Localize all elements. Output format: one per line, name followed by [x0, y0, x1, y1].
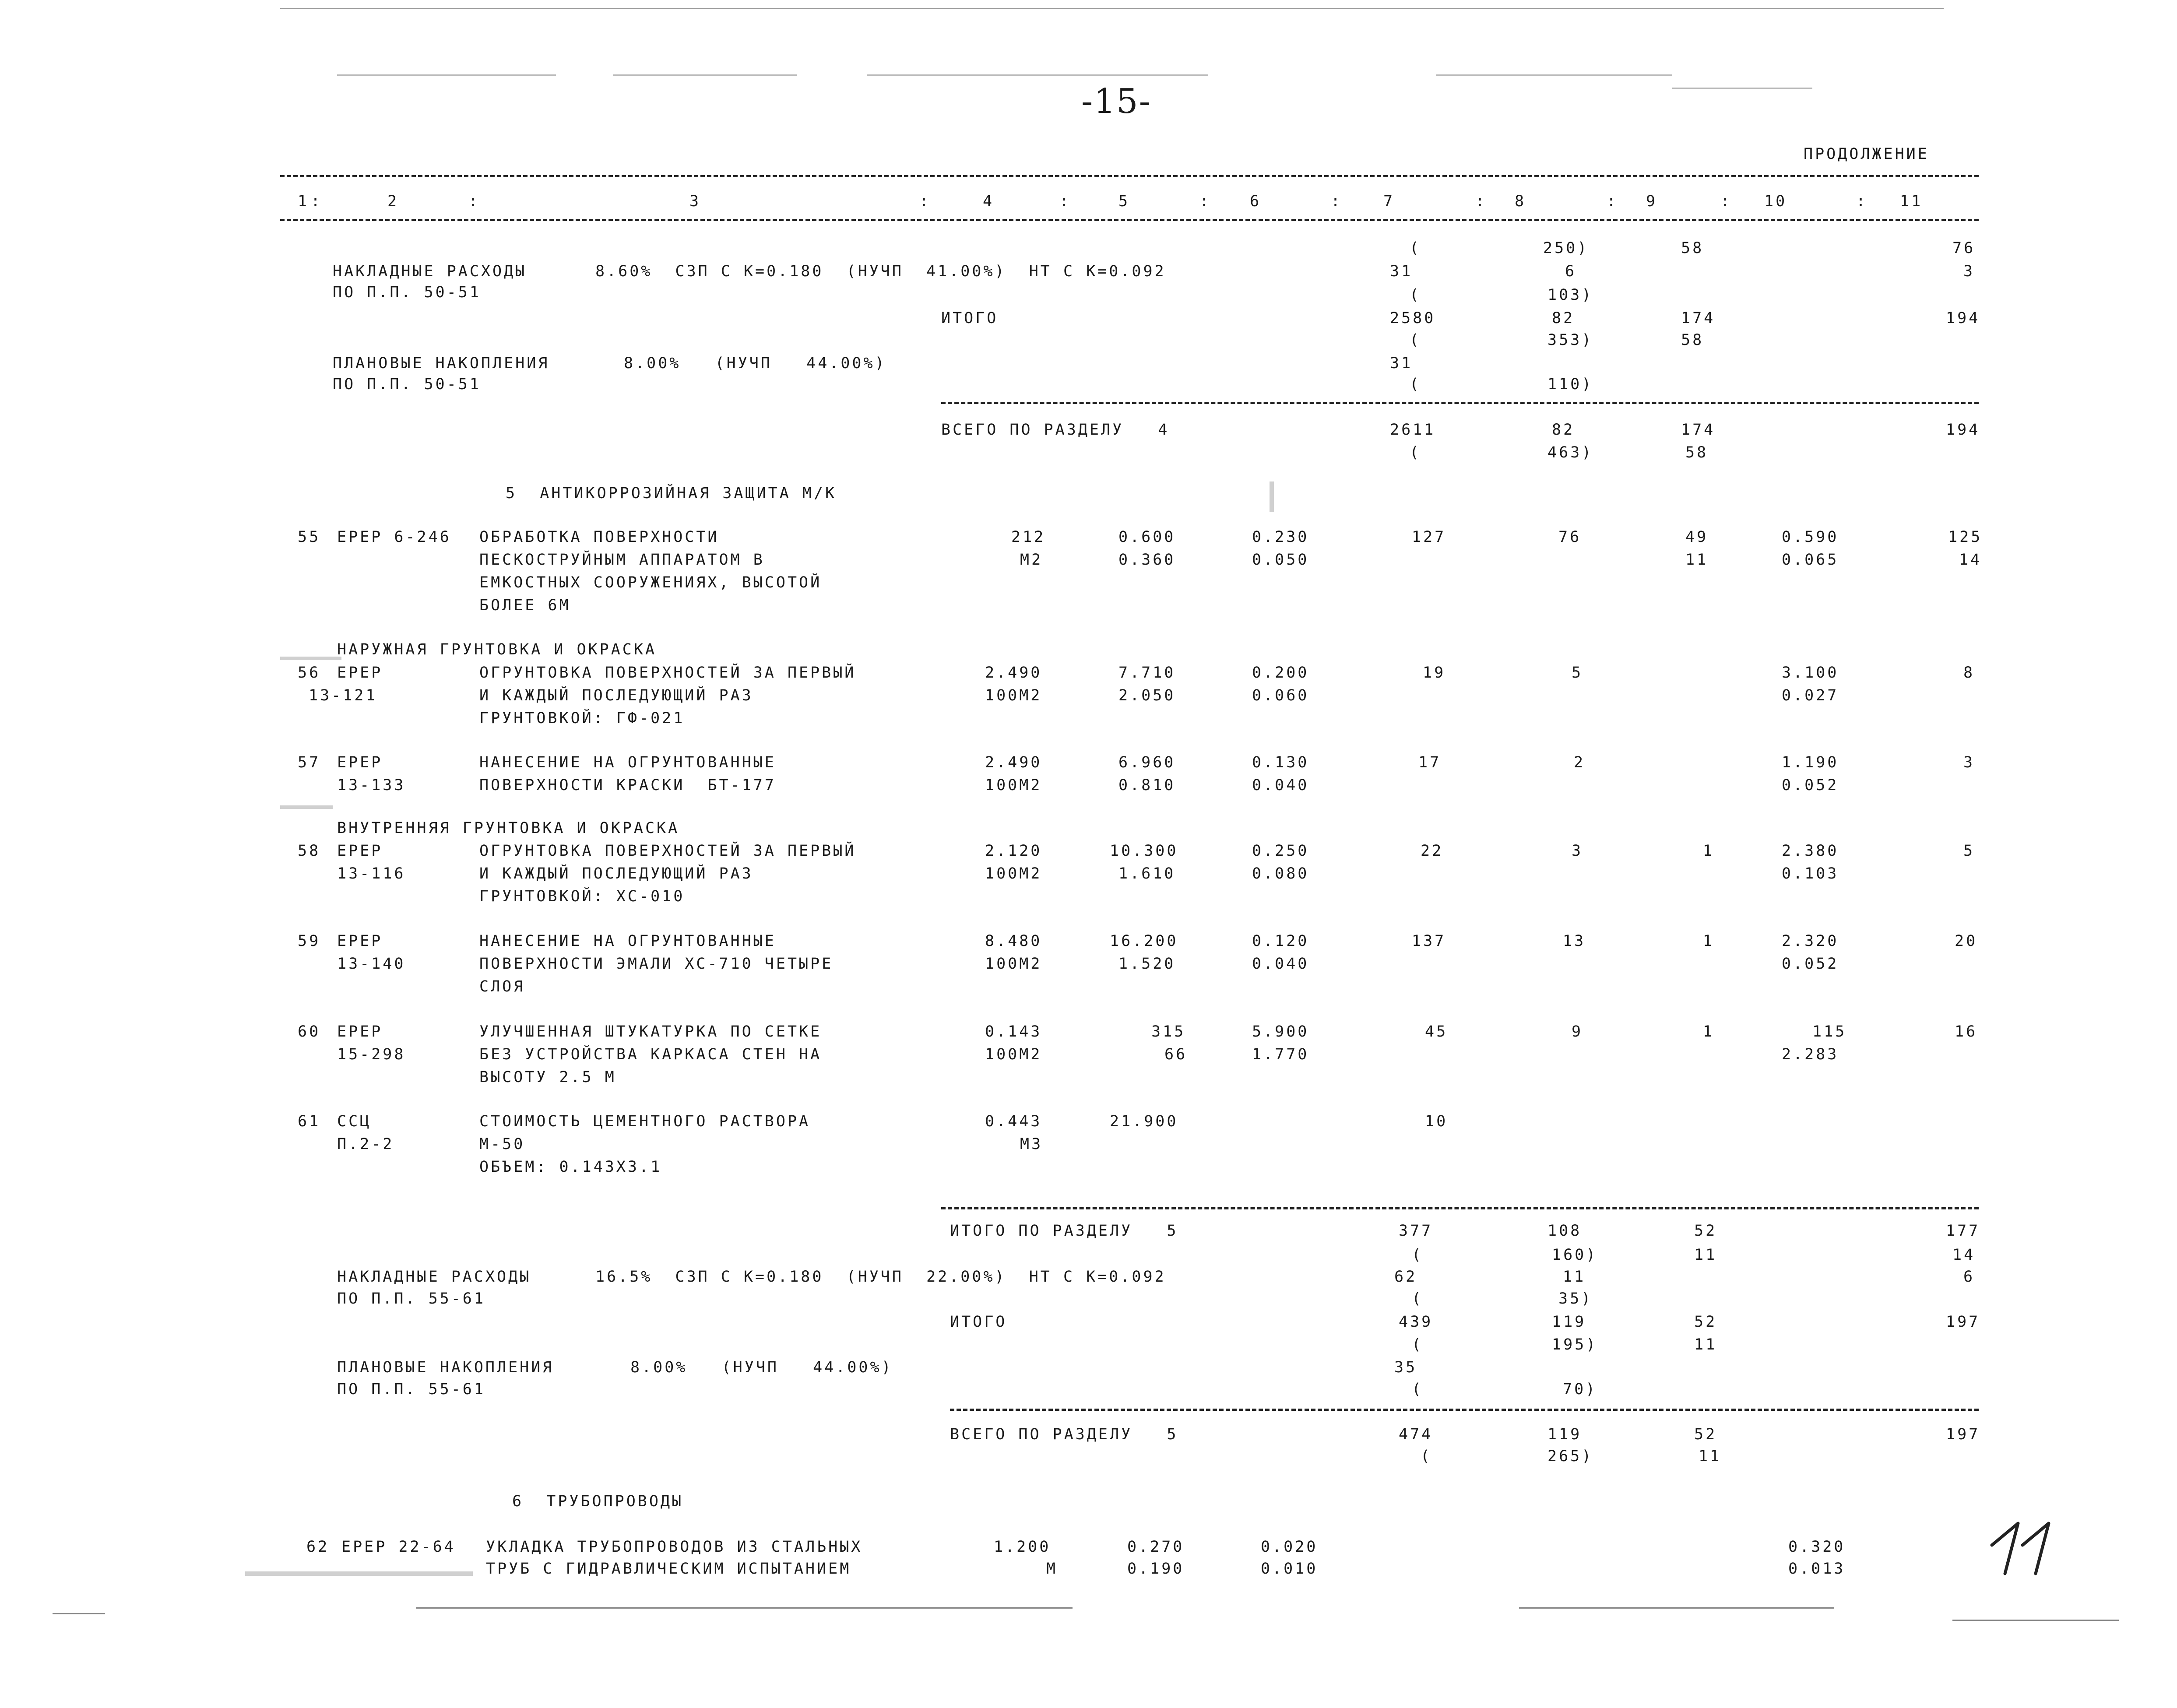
row-c6: 5.900 — [1252, 1023, 1309, 1040]
row-num: 62 — [306, 1538, 330, 1556]
row-desc: УКЛАДКА ТРУБОПРОВОДОВ ИЗ СТАЛЬНЫХ — [486, 1538, 863, 1556]
itogo-section-label: ИТОГО ПО РАЗДЕЛУ 5 — [950, 1222, 1178, 1240]
row-c9: 11 — [1685, 551, 1709, 569]
row-desc: НАНЕСЕНИЕ НА ОГРУНТОВАННЫЕ — [479, 932, 776, 950]
row-desc: СТОИМОСТЬ ЦЕМЕНТНОГО РАСТВОРА — [479, 1113, 811, 1130]
row-unit: М2 — [1020, 551, 1043, 569]
total-c9: 52 — [1694, 1426, 1717, 1443]
row-c6: 0.040 — [1252, 777, 1309, 794]
accum-ref: ПО П.П. 55-61 — [337, 1381, 485, 1398]
row-desc: НАНЕСЕНИЕ НА ОГРУНТОВАННЫЕ — [479, 754, 776, 771]
row-c6: 0.120 — [1252, 932, 1309, 950]
itogo-c8: 82 — [1552, 309, 1575, 327]
overhead-c8: 250) — [1543, 239, 1589, 257]
row-desc: М-50 — [479, 1135, 525, 1153]
row-c5: 0.190 — [1127, 1560, 1185, 1578]
total-c8: 463) — [1547, 444, 1593, 461]
itogo-c9: 174 — [1681, 309, 1716, 327]
accum-label: ПЛАНОВЫЕ НАКОПЛЕНИЯ — [333, 355, 550, 372]
row-c6: 0.130 — [1252, 754, 1309, 771]
row-desc: И КАЖДЫЙ ПОСЛЕДУЮЩИЙ РАЗ — [479, 687, 753, 704]
row-c11: 125 — [1948, 528, 1983, 546]
row-desc: ПОВЕРХНОСТИ КРАСКИ БТ-177 — [479, 777, 776, 794]
row-qty: 2.120 — [985, 842, 1042, 860]
row-unit: 100М2 — [985, 1046, 1042, 1063]
section-6-title: 6 ТРУБОПРОВОДЫ — [512, 1493, 684, 1510]
row-num: 59 — [298, 932, 321, 950]
row-c9: 1 — [1703, 1023, 1715, 1040]
row-code: ЕРЕР — [337, 754, 383, 771]
row-desc: СЛОЯ — [479, 978, 525, 995]
overhead-c9: 11 — [1694, 1246, 1717, 1264]
scan-noise — [1270, 481, 1274, 512]
itogo-section-c7: 377 — [1399, 1222, 1433, 1240]
overhead-c11: 6 — [1963, 1268, 1975, 1286]
row-c5: 0.270 — [1127, 1538, 1185, 1556]
row-c10: 0.065 — [1782, 551, 1839, 569]
row-c5: 1.520 — [1118, 955, 1176, 973]
scan-noise — [245, 1571, 473, 1576]
row-c8: 3 — [1572, 842, 1583, 860]
scan-line — [337, 74, 556, 76]
row-desc: ГРУНТОВКОЙ: ХС-010 — [479, 888, 685, 905]
row-c11: 5 — [1963, 842, 1975, 860]
row-desc: ПОВЕРХНОСТИ ЭМАЛИ ХС-710 ЧЕТЫРЕ — [479, 955, 834, 973]
col-header-3: 3 — [689, 193, 701, 210]
row-unit: 100М2 — [985, 865, 1042, 882]
row-c10: 2.283 — [1782, 1046, 1839, 1063]
row-code: П.2-2 — [337, 1135, 394, 1153]
row-desc: ТРУБ С ГИДРАВЛИЧЕСКИМ ИСПЫТАНИЕМ — [486, 1560, 851, 1578]
row-c10: 0.052 — [1782, 777, 1839, 794]
row-c6: 0.200 — [1252, 664, 1309, 682]
row-desc: ЕМКОСТНЫХ СООРУЖЕНИЯХ, ВЫСОТОЙ — [479, 574, 822, 591]
row-c10: 0.590 — [1782, 528, 1839, 546]
scan-line — [867, 74, 1208, 76]
row-c5: 21.900 — [1110, 1113, 1178, 1130]
row-code: ЕРЕР — [337, 1023, 383, 1040]
row-c6: 1.770 — [1252, 1046, 1309, 1063]
row-num: 61 — [298, 1113, 321, 1130]
overhead-rate: 16.5% СЗП С К=0.180 (НУЧП 22.00%) НТ С К=0.092 — [595, 1268, 1166, 1286]
row-num: 56 — [298, 664, 321, 682]
row-desc: ВЫСОТУ 2.5 М — [479, 1068, 616, 1086]
itogo-c8: 119 — [1552, 1313, 1586, 1331]
overhead-ref: ПО П.П. 55-61 — [337, 1290, 485, 1307]
row-num: 58 — [298, 842, 321, 860]
row-unit: 100М2 — [985, 687, 1042, 704]
scan-line — [1436, 74, 1672, 76]
col-header-9: 9 — [1646, 193, 1658, 210]
accum-c8: 70) — [1563, 1381, 1597, 1398]
accum-label: ПЛАНОВЫЕ НАКОПЛЕНИЯ — [337, 1359, 554, 1376]
row-num: 60 — [298, 1023, 321, 1040]
itogo-section-c11: 177 — [1946, 1222, 1980, 1240]
row-c9: 1 — [1703, 842, 1715, 860]
overhead-c9: 58 — [1681, 239, 1704, 257]
itogo-c7: 439 — [1399, 1313, 1433, 1331]
row-c10: 0.103 — [1782, 865, 1839, 882]
overhead-c7: ( — [1410, 239, 1421, 257]
col-header-6: 6 — [1250, 193, 1262, 210]
overhead-ref: ПО П.П. 50-51 — [333, 284, 481, 301]
row-group-heading: ВНУТРЕННЯЯ ГРУНТОВКА И ОКРАСКА — [337, 819, 680, 837]
accum-rate: 8.00% (НУЧП 44.00%) — [630, 1359, 893, 1376]
row-c5: 0.810 — [1118, 777, 1176, 794]
row-desc: УЛУЧШЕННАЯ ШТУКАТУРКА ПО СЕТКЕ — [479, 1023, 822, 1040]
total-c8: 265) — [1547, 1448, 1593, 1465]
row-c8: 13 — [1563, 932, 1586, 950]
row-c10: 115 — [1812, 1023, 1847, 1040]
total-c9: 11 — [1699, 1448, 1722, 1465]
row-c5: 0.600 — [1118, 528, 1176, 546]
accum-c7: ( — [1412, 1336, 1424, 1353]
row-qty: 212 — [1011, 528, 1046, 546]
continuation-label: ПРОДОЛЖЕНИЕ — [1804, 145, 1929, 163]
accum-rate: 8.00% (НУЧП 44.00%) — [624, 355, 886, 372]
total-label: ВСЕГО ПО РАЗДЕЛУ 4 — [941, 421, 1170, 439]
accum-c7: 31 — [1390, 355, 1413, 372]
itogo-section-c9: 52 — [1694, 1222, 1717, 1240]
row-group-heading: НАРУЖНАЯ ГРУНТОВКА И ОКРАСКА — [337, 641, 657, 658]
row-c8: 76 — [1558, 528, 1582, 546]
accum-c7: ( — [1412, 1381, 1424, 1398]
itogo-label: ИТОГО — [941, 309, 999, 327]
row-c5: 16.200 — [1110, 932, 1178, 950]
row-c7: 137 — [1412, 932, 1446, 950]
row-c5: 0.360 — [1118, 551, 1176, 569]
row-desc: ОГРУНТОВКА ПОВЕРХНОСТЕЙ ЗА ПЕРВЫЙ — [479, 842, 856, 860]
scan-line — [1672, 88, 1812, 89]
row-c6: 0.080 — [1252, 865, 1309, 882]
total-c8: 119 — [1547, 1426, 1582, 1443]
row-c8: 9 — [1572, 1023, 1583, 1040]
total-c9: 174 — [1681, 421, 1716, 439]
row-c10: 0.013 — [1788, 1560, 1846, 1578]
row-c10: 1.190 — [1782, 754, 1839, 771]
col-header-11: 11 — [1900, 193, 1923, 210]
row-code: 13-140 — [337, 955, 406, 973]
row-c6: 0.230 — [1252, 528, 1309, 546]
row-code: ЕРЕР — [337, 932, 383, 950]
row-c5: 1.610 — [1118, 865, 1176, 882]
row-c9: 1 — [1703, 932, 1715, 950]
row-c6: 0.020 — [1261, 1538, 1318, 1556]
row-c10: 0.052 — [1782, 955, 1839, 973]
row-desc: ОГРУНТОВКА ПОВЕРХНОСТЕЙ ЗА ПЕРВЫЙ — [479, 664, 856, 682]
row-c7: 45 — [1425, 1023, 1448, 1040]
overhead-c8: 11 — [1563, 1268, 1586, 1286]
row-c5: 7.710 — [1118, 664, 1176, 682]
col-header-2: 2 — [387, 193, 399, 210]
row-c5: 6.960 — [1118, 754, 1176, 771]
row-desc: ОБРАБОТКА ПОВЕРХНОСТИ — [479, 528, 719, 546]
row-c5: 66 — [1164, 1046, 1188, 1063]
overhead-c8: 6 — [1565, 263, 1577, 280]
row-desc: ПЕСКОСТРУЙНЫМ АППАРАТОМ В — [479, 551, 765, 569]
handwritten-sheet-number — [1987, 1519, 2066, 1580]
overhead-c7: 62 — [1394, 1268, 1417, 1286]
header-rule-top — [280, 175, 1979, 177]
row-c7: 17 — [1418, 754, 1442, 771]
col-header-4: 4 — [983, 193, 995, 210]
row-c7: 127 — [1412, 528, 1446, 546]
scan-line — [613, 74, 797, 76]
row-c11: 3 — [1963, 754, 1975, 771]
row-c6: 0.050 — [1252, 551, 1309, 569]
row-c6: 0.040 — [1252, 955, 1309, 973]
row-code: 15-298 — [337, 1046, 406, 1063]
row-qty: 0.443 — [985, 1113, 1042, 1130]
total-c11: 194 — [1946, 421, 1980, 439]
row-c5: 2.050 — [1118, 687, 1176, 704]
row-qty: 2.490 — [985, 754, 1042, 771]
accum-c7: 35 — [1394, 1359, 1417, 1376]
total-rule — [941, 402, 1979, 404]
accum-c8: 195) — [1552, 1336, 1598, 1353]
row-desc: И КАЖДЫЙ ПОСЛЕДУЮЩИЙ РАЗ — [479, 865, 753, 882]
scan-line — [416, 1607, 1073, 1609]
itogo-section-c8: 108 — [1547, 1222, 1582, 1240]
overhead-c11: 76 — [1952, 239, 1976, 257]
overhead-c11: 3 — [1963, 263, 1975, 280]
scan-line — [53, 1613, 105, 1614]
overhead-c11: 14 — [1952, 1246, 1976, 1264]
total-c7: ( — [1410, 444, 1421, 461]
accum-c9: 58 — [1681, 331, 1704, 349]
row-c11: 16 — [1955, 1023, 1978, 1040]
row-code: 13-121 — [309, 687, 377, 704]
row-qty: 1.200 — [994, 1538, 1051, 1556]
col-header-1: 1 — [298, 193, 309, 210]
row-code: 13-133 — [337, 777, 406, 794]
row-desc: БОЛЕЕ 6М — [479, 597, 571, 614]
overhead-rate: 8.60% СЗП С К=0.180 (НУЧП 41.00%) НТ С К=0.092 — [595, 263, 1166, 280]
col-header-7: 7 — [1383, 193, 1395, 210]
accum-c7: ( — [1410, 376, 1421, 393]
overhead-label: НАКЛАДНЫЕ РАСХОДЫ — [337, 1268, 531, 1286]
row-c6: 0.250 — [1252, 842, 1309, 860]
total-c9: 58 — [1685, 444, 1709, 461]
itogo-c11: 197 — [1946, 1313, 1980, 1331]
row-c5: 315 — [1151, 1023, 1186, 1040]
row-num: 57 — [298, 754, 321, 771]
col-header-5: 5 — [1118, 193, 1130, 210]
row-c7: 10 — [1425, 1113, 1448, 1130]
total-c7: ( — [1421, 1448, 1432, 1465]
row-c6: 0.060 — [1252, 687, 1309, 704]
row-unit: 100М2 — [985, 955, 1042, 973]
overhead-c8: 160) — [1552, 1246, 1598, 1264]
overhead-c7: ( — [1412, 1290, 1424, 1307]
overhead-c7: ( — [1410, 286, 1421, 304]
total-c7: 474 — [1399, 1426, 1433, 1443]
scan-line — [1519, 1607, 1834, 1609]
row-c5: 10.300 — [1110, 842, 1178, 860]
row-code: ЕРЕР — [337, 664, 383, 682]
overhead-c8: 35) — [1558, 1290, 1593, 1307]
total-c7: 2611 — [1390, 421, 1436, 439]
row-c8: 2 — [1574, 754, 1586, 771]
overhead-c7: ( — [1412, 1246, 1424, 1264]
row-c10: 3.100 — [1782, 664, 1839, 682]
row-desc: ГРУНТОВКОЙ: ГФ-021 — [479, 710, 685, 727]
itogo-label: ИТОГО — [950, 1313, 1007, 1331]
row-code: 13-116 — [337, 865, 406, 882]
row-desc: БЕЗ УСТРОЙСТВА КАРКАСА СТЕН НА — [479, 1046, 822, 1063]
col-header-10: 10 — [1764, 193, 1787, 210]
total-label: ВСЕГО ПО РАЗДЕЛУ 5 — [950, 1426, 1178, 1443]
row-c6: 0.010 — [1261, 1560, 1318, 1578]
page-number: -15- — [1081, 82, 1151, 121]
overhead-c7: 31 — [1390, 263, 1413, 280]
overhead-c8: 103) — [1547, 286, 1593, 304]
accum-ref: ПО П.П. 50-51 — [333, 376, 481, 393]
itogo-c7: 2580 — [1390, 309, 1436, 327]
accum-c7: ( — [1410, 331, 1421, 349]
row-code: ЕРЕР — [337, 842, 383, 860]
total-c11: 197 — [1946, 1426, 1980, 1443]
row-desc: ОБЪЕМ: 0.143Х3.1 — [479, 1158, 662, 1176]
row-unit: М3 — [1020, 1135, 1043, 1153]
row-num: 55 — [298, 528, 321, 546]
row-c10: 0.027 — [1782, 687, 1839, 704]
row-c7: 19 — [1423, 664, 1446, 682]
scan-line — [1952, 1620, 2119, 1621]
total-rule — [950, 1409, 1979, 1411]
overhead-label: НАКЛАДНЫЕ РАСХОДЫ — [333, 263, 527, 280]
row-c9: 49 — [1685, 528, 1709, 546]
row-c11: 8 — [1963, 664, 1975, 682]
itogo-section-rule — [941, 1207, 1979, 1209]
row-c10: 2.380 — [1782, 842, 1839, 860]
col-header-8: 8 — [1515, 193, 1526, 210]
row-c7: 22 — [1421, 842, 1444, 860]
row-code: ССЦ — [337, 1113, 372, 1130]
scan-noise — [280, 805, 333, 809]
scan-edge-line — [280, 8, 1944, 9]
row-code: ЕРЕР 22-64 — [341, 1538, 456, 1556]
header-rule-bottom — [280, 219, 1979, 221]
accum-c9: 11 — [1694, 1336, 1717, 1353]
row-c10: 2.320 — [1782, 932, 1839, 950]
row-c11: 14 — [1959, 551, 1982, 569]
itogo-c9: 52 — [1694, 1313, 1717, 1331]
accum-c8: 353) — [1547, 331, 1593, 349]
row-unit: М — [1046, 1560, 1058, 1578]
row-code: ЕРЕР 6-246 — [337, 528, 451, 546]
itogo-c11: 194 — [1946, 309, 1980, 327]
row-unit: 100М2 — [985, 777, 1042, 794]
row-c8: 5 — [1572, 664, 1583, 682]
row-c11: 20 — [1955, 932, 1978, 950]
row-qty: 0.143 — [985, 1023, 1042, 1040]
section-5-title: 5 АНТИКОРРОЗИЙНАЯ ЗАЩИТА М/К — [506, 485, 837, 502]
scan-noise — [280, 657, 341, 660]
row-c10: 0.320 — [1788, 1538, 1846, 1556]
row-qty: 2.490 — [985, 664, 1042, 682]
row-qty: 8.480 — [985, 932, 1042, 950]
accum-c8: 110) — [1547, 376, 1593, 393]
total-c8: 82 — [1552, 421, 1575, 439]
